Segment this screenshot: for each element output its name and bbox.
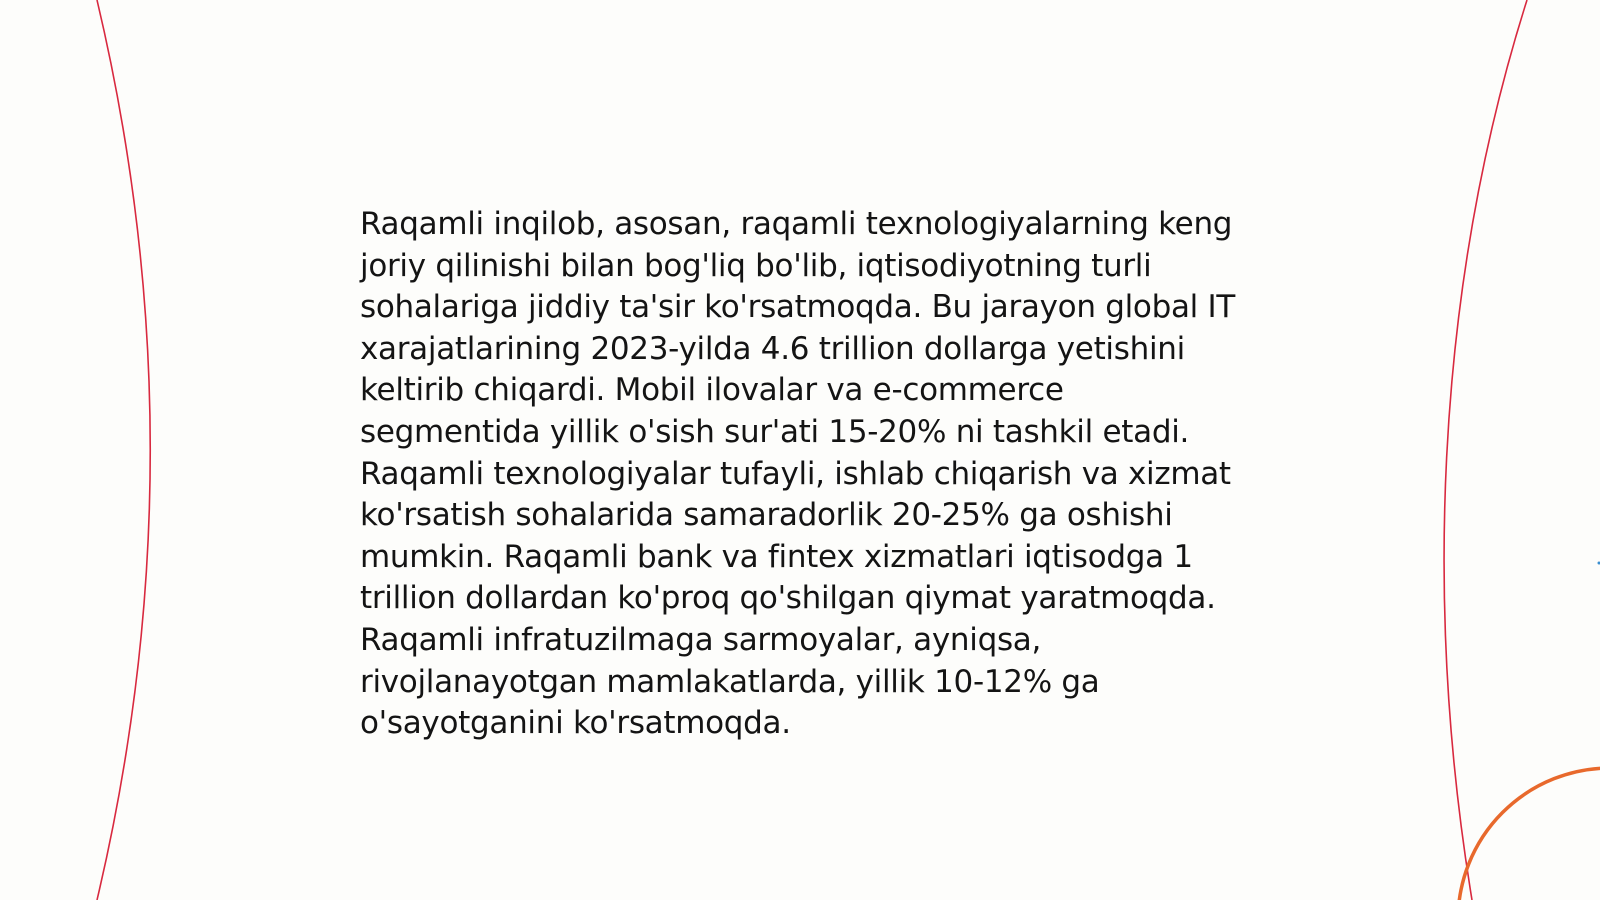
left-arc-line [97, 0, 150, 900]
right-arc-line [1444, 0, 1527, 900]
slide-body-text: Raqamli inqilob, asosan, raqamli texnologiyalarning keng joriy qilinishi bilan bog'liq bo'lib, iqtisodiyotning turli sohalariga jiddiy ta'sir ko'rsatmoqda. Bu jarayon global IT xarajatlarining 2023-yilda 4.6 trillion dollarga yetishini keltirib chiqardi. Mobil ilovalar va e-commerce segmentida yillik o'sish sur'ati 15-20% ni tashkil etadi. Raqamli texnologiyalar tufayli, ishlab chiqarish va xizmat ko'rsatish sohalarida samaradorlik 20-25% ga oshishi mumkin. Raqamli bank va fintex xizmatlari iqtisodga 1 trillion dollardan ko'proq qo'shilgan qiymat yaratmoqda. Raqamli infratuzilmaga sarmoyalar, ayniqsa, rivojlanayotgan mamlakatlarda, yillik 10-12% ga o'sayotganini ko'rsatmoqda. [360, 206, 1236, 742]
orange-circle-outline [1458, 768, 1600, 900]
